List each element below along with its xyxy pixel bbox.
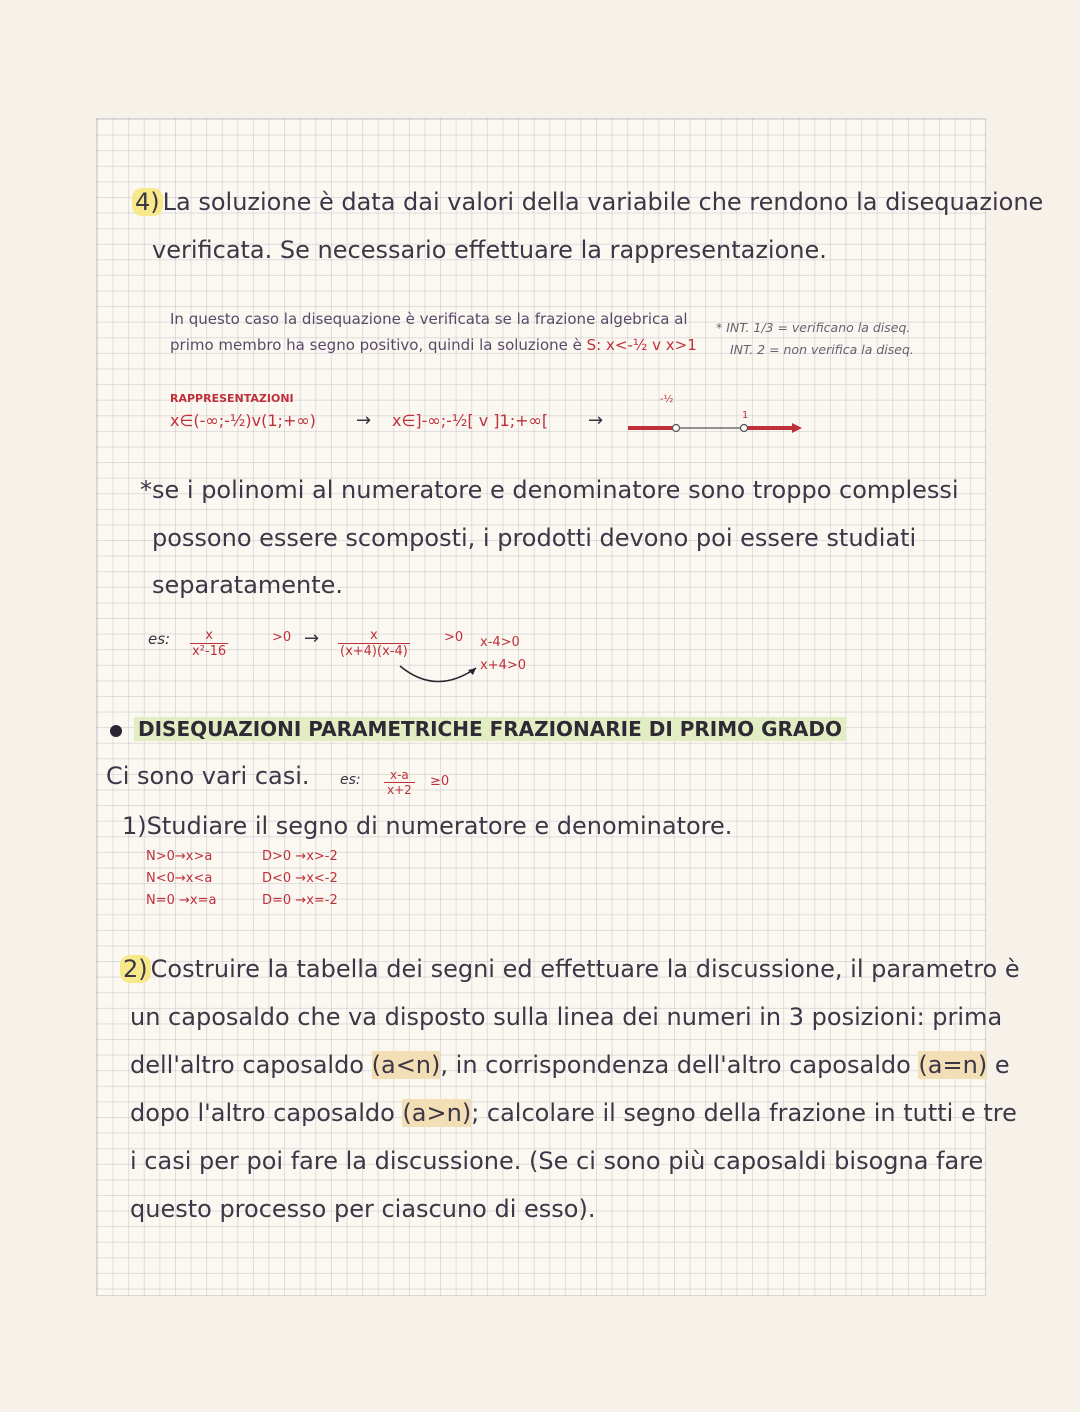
step2-line1: 2) Costruire la tabella dei segni ed effettuare la discussione, il parametro è [120,955,1020,983]
d-row: D=0 →x=-2 [262,893,338,908]
section-example-prefix: es: [340,772,361,788]
tick-label-one: 1 [742,410,749,421]
solution-set: S: x<-½ v x>1 [586,336,697,354]
d-row: D>0 →x>-2 [262,849,338,864]
step2-line6: questo processo per ciascuno di esso). [130,1195,596,1223]
tick-label-neg-half: -½ [660,394,674,405]
section-title: DISEQUAZIONI PARAMETRICHE FRAZIONARIE DI PRIMO GRADO [110,717,846,741]
section-intro: Ci sono vari casi. [106,762,310,790]
note-star-line2: possono essere scomposti, i prodotti devono poi essere studiati [152,524,917,552]
step4-line1: 4) La soluzione è data dai valori della variabile che rendono la disequazione [132,188,1043,216]
example1-fraction2: $\frac{x}{(x+4)(x-4)}$ [340,628,408,659]
interval-notation-2: x∈]-∞;-½[ v ]1;+∞[ [392,411,549,430]
section-example-rel: ≥0 [430,774,450,789]
example1-rel1: >0 [272,630,292,645]
side-note-line2: INT. 2 = non verifica la diseq. [730,342,914,357]
note-star-line1: *se i polinomi al numeratore e denominatore sono troppo complessi [140,476,959,504]
example1-prefix: es: [148,630,171,648]
section-example-fraction: $\frac{x-a}{x+2}$ [384,768,415,797]
number-line [620,416,810,440]
note-star-line3: separatamente. [152,571,344,599]
step4-number: 4) [132,188,163,216]
example1-sys1: x-4>0 [480,635,520,650]
arrow-2: → [588,410,604,431]
step2-line5: i casi per poi fare la discussione. (Se ci sono più caposaldi bisogna fare [130,1147,984,1175]
step2-number: 2) [120,955,151,983]
step1-heading: 1)Studiare il segno di numeratore e denominatore. [122,812,733,840]
curved-arrow [396,660,486,690]
example1-rel2: >0 [444,630,464,645]
example1-arrow: → [304,628,320,649]
case-note-line1: In questo caso la disequazione è verificata se la frazione algebrica al [170,310,688,328]
n-row: N>0→x>a [146,849,213,864]
step2-line2: un caposaldo che va disposto sulla linea dei numeri in 3 posizioni: prima [130,1003,1003,1031]
numerator-sign-rows [146,846,216,912]
denominator-sign-rows [262,846,338,912]
step2-line4: dopo l'altro caposaldo (a>n); calcolare il segno della frazione in tutti e tre [130,1099,1017,1127]
arrow-1: → [356,410,372,431]
n-row: N=0 →x=a [146,893,217,908]
bullet-icon [110,725,122,737]
example1-fraction1: $\frac{x}{\text{x²-16}}$ [192,628,227,659]
side-note-line1: * INT. 1/3 = verificano la diseq. [716,320,911,335]
n-row: N<0→x<a [146,871,213,886]
interval-notation-1: x∈(-∞;-½)v(1;+∞) [170,411,316,430]
case-note-line2: primo membro ha segno positivo, quindi la soluzione è S: x<-½ v x>1 [170,336,697,354]
d-row: D<0 →x<-2 [262,871,338,886]
rappresentazioni-label: RAPPRESENTAZIONI [170,392,294,405]
step4-line2: verificata. Se necessario effettuare la rappresentazione. [152,236,827,264]
example1-sys2: x+4>0 [480,658,527,673]
step2-line3: dell'altro caposaldo (a<n), in corrispondenza dell'altro caposaldo (a=n) e [130,1051,1010,1079]
